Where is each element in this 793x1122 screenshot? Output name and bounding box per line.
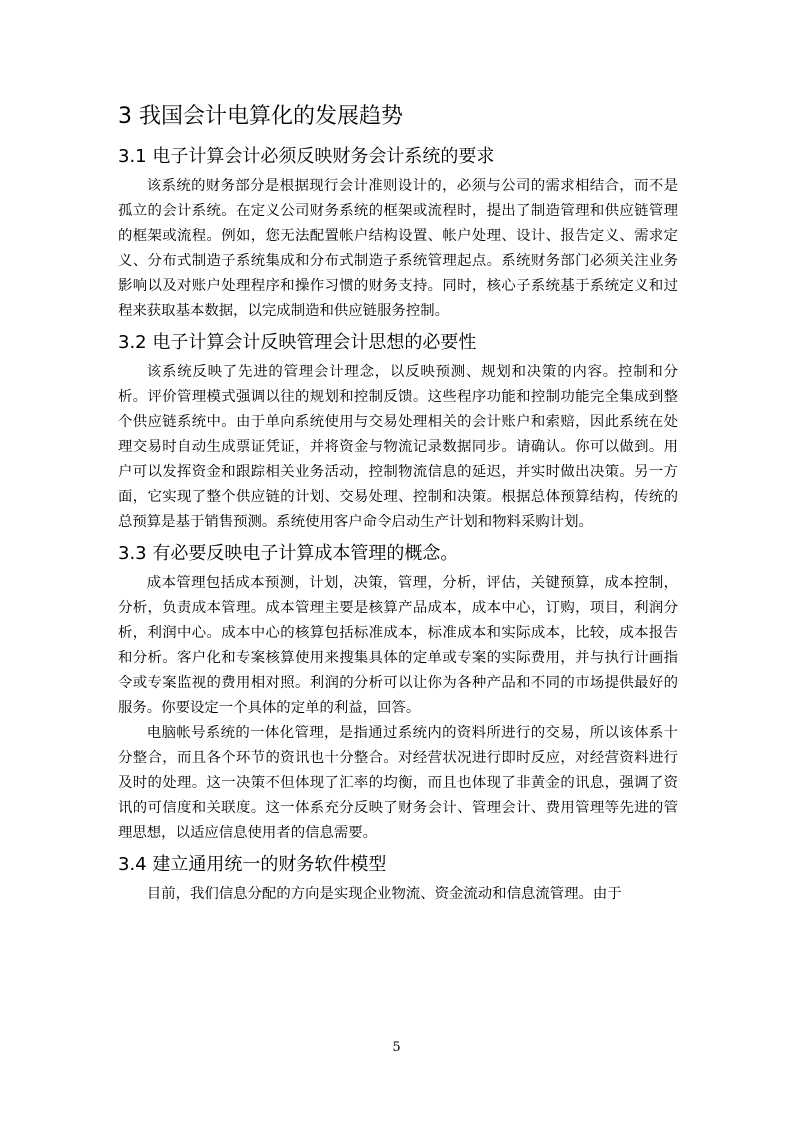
section-3-4-paragraph-1: 目前，我们信息分配的方向是实现企业物流、资金流动和信息流管理。由于 — [146, 886, 622, 902]
chapter-heading: 3 我国会计电算化的发展趋势 — [118, 104, 403, 129]
section-heading-3-2: 3.2 电子计算会计反映管理会计思想的必要性 — [118, 332, 477, 353]
page-number: 5 — [392, 1040, 401, 1055]
document-page — [118, 96, 678, 907]
section-heading-3-3: 3.3 有必要反映电子计算成本管理的概念。 — [118, 543, 459, 564]
section-3-2-paragraph-1: 该系统反映了先进的管理会计理念，以反映预测、规划和决策的内容。控制和分析。评价管理模式强调以往的规划和控制反馈。这些程序功能和控制功能完全集成到整个供应链系统中。由于单向系统使用与交易处理相关的会计账户和索赔，因此系统在处理交易时自动生成票证凭证，并将资金与物流记录数据同步。请确认。你可以做到。用户可以发挥资金和跟踪相关业务活动，控制物流信息的延迟，并实时做出决策。另一方面，它实现了整个供应链的计划、交易处理、控制和决策。根据总体预算结构，传统的总预算是基于销售预测。系统使用客户命令启动生产计划和物料采购计划。 — [118, 364, 678, 530]
section-heading-3-4: 3.4 建立通用统一的财务软件模型 — [118, 854, 387, 875]
section-3-3-paragraph-1: 成本管理包括成本预测，计划，决策，管理，分析，评估，关键预算，成本控制，分析，负责成本管理。成本管理主要是核算产品成本，成本中心，订购，项目，利润分析，利润中心。成本中心的核算包括标准成本，标准成本和实际成本，比较，成本报告和分析。客户化和专案核算使用来搜集具体的定单或专案的实际费用，并与执行计画指令或专案监视的费用相对照。利润的分析可以让你为各种产品和不同的市场提供最好的服务。你要设定一个具体的定单的利益，回答。 — [118, 575, 678, 716]
section-heading-3-1: 3.1 电子计算会计必须反映财务会计系统的要求 — [118, 146, 495, 167]
section-3-3-paragraph-2: 电脑帐号系统的一体化管理，是指通过系统内的资料所进行的交易，所以该体系十分整合，而且各个环节的资讯也十分整合。对经营状况进行即时反应，对经营资料进行及时的处理。这一决策不但体现了汇率的均衡，而且也体现了非黄金的讯息，强调了资讯的可信度和关联度。这一体系充分反映了财务会计、管理会计、费用管理等先进的管理思想，以适应信息使用者的信息需要。 — [118, 725, 678, 841]
section-3-1-paragraph-1: 该系统的财务部分是根据现行会计准则设计的，必须与公司的需求相结合，而不是孤立的会计系统。在定义公司财务系统的框架或流程时，提出了制造管理和供应链管理的框架或流程。例如，您无法配置帐户结构设置、帐户处理、设计、报告定义、需求定义、分布式制造子系统集成和分布式制造子系统管理起点。系统财务部门必须关注业务影响以及对账户处理程序和操作习惯的财务支持。同时，核心子系统基于系统定义和过程来获取基本数据，以完成制造和供应链服务控制。 — [118, 178, 678, 319]
